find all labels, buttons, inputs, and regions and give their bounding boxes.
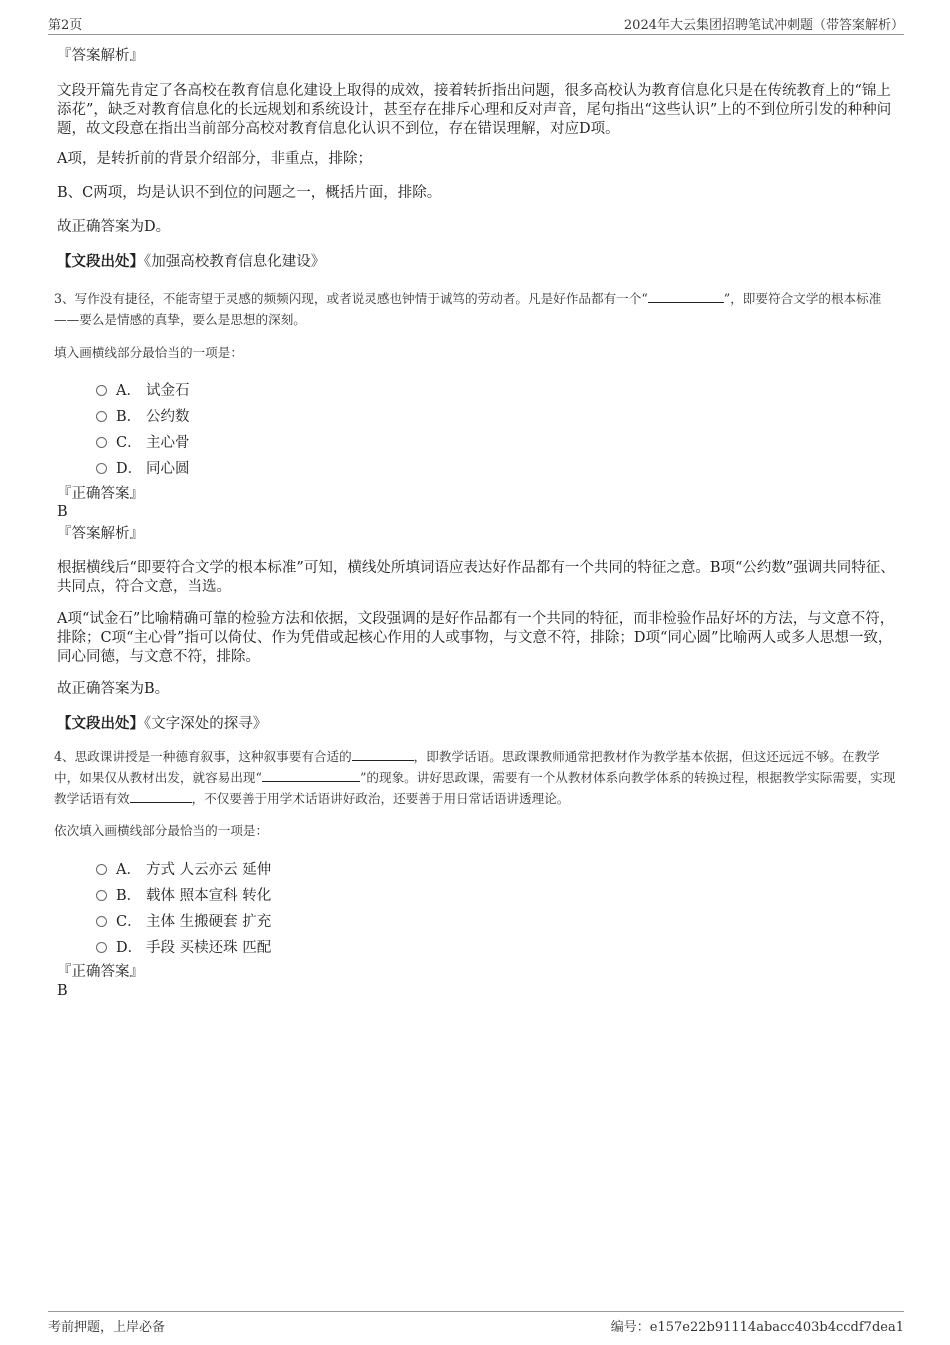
option-letter: A． [116, 862, 141, 878]
document-title: 2024年大云集团招聘笔试冲刺题（带答案解析） [623, 18, 904, 33]
q4-stem-part-2: ，即教学话语。思政课教师通常把教材作为教学基本依据，但这还远远不够。在教学中，如果仅从教材出发，就容易出现“ [54, 749, 880, 785]
q4-option-a[interactable] [96, 858, 271, 878]
q4-answer: B [57, 983, 68, 999]
q2-analysis-paragraph-1: 文段开篇先肯定了各高校在教育信息化建设上取得的成效，接着转折指出问题，很多高校认为教育信息化只是在传统教育上的“锦上添花”，缺乏对教育信息化的长远规划和系统设计，甚至存在排斥心理和反对声音，尾句指出“这些认识”上的不到位所引发的种种问题，故文段意在指出当前部分高校对教育信息化认识不到位，存在错误理解，对应D项。 [57, 83, 892, 137]
option-text: 手段 买椟还珠 匹配 [146, 940, 272, 956]
q3-source-label: 【文段出处】 [57, 715, 144, 732]
option-letter: B． [116, 409, 142, 425]
option-letter: B． [116, 888, 142, 904]
q4-blank-1 [352, 747, 414, 761]
option-letter: D． [116, 461, 143, 477]
q2-source-text: 《加强高校教育信息化建设》 [144, 254, 326, 270]
q3-analysis-label: 『答案解析』 [57, 526, 144, 542]
option-letter: C． [116, 435, 142, 451]
option-text: 同心圆 [146, 461, 190, 477]
q2-analysis-paragraph-2: A项，是转折前的背景介绍部分，非重点，排除； [57, 151, 372, 167]
radio-button[interactable] [96, 942, 107, 953]
document-id: 编号：e157e22b91114abacc403b4ccdf7dea1 [610, 1320, 904, 1335]
q4-blank-2 [262, 768, 360, 782]
q3-answer: B [57, 504, 68, 520]
q4-option-d[interactable] [96, 936, 271, 956]
radio-button[interactable] [96, 463, 107, 474]
q3-stem-part-2: ”，即要符合文学的根本标准——要么是情感的真挚，要么是思想的深刻。 [54, 291, 882, 327]
q3-source-text: 《文字深处的探寻》 [144, 716, 268, 732]
q4-answer-label: 『正确答案』 [57, 964, 144, 980]
q2-analysis-paragraph-4: 故正确答案为D。 [57, 219, 171, 235]
q3-option-c[interactable] [96, 431, 190, 451]
option-text: 主心骨 [146, 435, 190, 451]
q2-analysis-paragraph-3: B、C两项，均是认识不到位的问题之一，概括片面，排除。 [57, 185, 442, 201]
radio-button[interactable] [96, 890, 107, 901]
radio-button[interactable] [96, 411, 107, 422]
q3-source [57, 714, 897, 734]
q3-prompt: 填入画横线部分最恰当的一项是： [54, 345, 243, 360]
option-text: 试金石 [146, 383, 190, 399]
q4-stem [54, 746, 900, 809]
q3-option-b[interactable] [96, 405, 190, 425]
option-text: 载体 照本宣科 转化 [146, 888, 272, 904]
q3-analysis-paragraph-3: 故正确答案为B。 [57, 681, 170, 697]
option-text: 主体 生搬硬套 扩充 [146, 914, 272, 930]
option-letter: D． [116, 940, 143, 956]
q3-option-a[interactable] [96, 379, 190, 399]
q3-stem [54, 288, 900, 330]
radio-button[interactable] [96, 864, 107, 875]
option-text: 方式 人云亦云 延伸 [146, 862, 272, 878]
q4-option-b[interactable] [96, 884, 271, 904]
page-footer [48, 1311, 904, 1334]
q4-option-c[interactable] [96, 910, 271, 930]
q3-blank [648, 289, 724, 303]
page-header [48, 14, 904, 35]
q4-stem-part-3: ”的现象。讲好思政课，需要有一个从教材体系向教学体系的转换过程，根据教学实际需要，实现教学话语有效 [54, 770, 896, 806]
q4-stem-part-1: 4、思政课讲授是一种德育叙事，这种叙事要有合适的 [54, 749, 352, 764]
footer-slogan: 考前押题，上岸必备 [48, 1320, 166, 1335]
q3-option-d[interactable] [96, 457, 190, 477]
q3-analysis-paragraph-1: 根据横线后“即要符合文学的根本标准”可知，横线处所填词语应表达好作品都有一个共同的特征之意。B项“公约数”强调共同特征、共同点，符合文意，当选。 [57, 560, 895, 595]
radio-button[interactable] [96, 437, 107, 448]
page-number: 第2页 [48, 18, 83, 33]
q4-stem-part-4: ，不仅要善于用学术话语讲好政治，还要善于用日常话语讲透理论。 [191, 791, 570, 806]
q2-source-label: 【文段出处】 [57, 253, 144, 270]
q4-blank-3 [130, 789, 192, 803]
option-letter: C． [116, 914, 142, 930]
q3-answer-label: 『正确答案』 [57, 486, 144, 502]
q3-stem-part-1: 3、写作没有捷径，不能寄望于灵感的频频闪现，或者说灵感也钟情于诚笃的劳动者。凡是好作品都有一个“ [54, 291, 648, 306]
q2-source [57, 252, 897, 272]
option-text: 公约数 [146, 409, 190, 425]
q3-analysis-paragraph-2: A项“试金石”比喻精确可靠的检验方法和依据，文段强调的是好作品都有一个共同的特征，而非检验作品好坏的方法，与文意不符，排除；C项“主心骨”指可以倚仗、作为凭借或起核心作用的人或事物，与文意不符，排除；D项“同心圆”比喻两人或多人思想一致，同心同德，与文意不符，排除。 [57, 611, 895, 665]
radio-button[interactable] [96, 385, 107, 396]
q4-prompt: 依次填入画横线部分最恰当的一项是： [54, 823, 269, 838]
q2-analysis-label: 『答案解析』 [57, 48, 144, 64]
radio-button[interactable] [96, 916, 107, 927]
option-letter: A． [116, 383, 141, 399]
